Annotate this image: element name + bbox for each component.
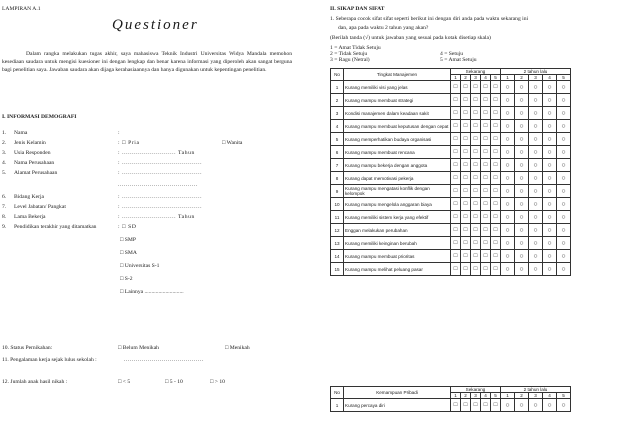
field-number: 2.	[2, 140, 7, 146]
radio-future[interactable]: ○	[529, 237, 543, 250]
checkbox-now[interactable]: □	[461, 237, 471, 250]
checkbox-now[interactable]: □	[481, 146, 491, 159]
radio-future[interactable]: ○	[501, 146, 515, 159]
field-label: Alamat Perusahaan	[14, 170, 58, 176]
scale-number: 5	[557, 393, 571, 399]
col-future-header: 2 tahun lalu	[501, 69, 571, 75]
scale-number: 5	[491, 75, 501, 81]
radio-future[interactable]: ○	[501, 211, 515, 224]
field-number: 7.	[2, 204, 7, 210]
radio-future[interactable]: ○	[543, 250, 557, 263]
row-number: 2	[331, 94, 344, 107]
radio-future[interactable]: ○	[543, 94, 557, 107]
scale-2: 2 = Tidak Setuju	[330, 51, 368, 57]
checkbox-now[interactable]: □	[471, 172, 481, 185]
children-option-1[interactable]: □ < 5	[118, 379, 131, 385]
row-number: 13	[331, 237, 344, 250]
field-value[interactable]: : ........................... Tahun	[118, 150, 195, 156]
radio-future[interactable]: ○	[529, 211, 543, 224]
checkbox-now[interactable]: □	[491, 224, 501, 237]
field-number: 8.	[2, 214, 7, 220]
radio-future[interactable]: ○	[557, 94, 571, 107]
checkbox-now[interactable]: □	[451, 94, 461, 107]
checkbox-now[interactable]: □	[451, 120, 461, 133]
field-number: 6.	[2, 194, 7, 200]
radio-future[interactable]: ○	[557, 211, 571, 224]
checkbox-now[interactable]: □	[461, 198, 471, 211]
field-value[interactable]: : □ SD	[118, 224, 137, 230]
radio-future[interactable]: ○	[529, 94, 543, 107]
table-row	[331, 172, 571, 185]
radio-future[interactable]: ○	[543, 263, 557, 276]
checkbox-now[interactable]: □	[461, 81, 471, 94]
checkbox-now[interactable]: □	[461, 159, 471, 172]
scale-number: 1	[501, 75, 515, 81]
row-item: Kurang mampu mengelola anggaran biaya	[344, 198, 451, 211]
experience-label: 11. Pengalaman kerja sejak lulus sekolah :	[2, 357, 97, 363]
row-item: Kurang mampu membuat rencana	[344, 146, 451, 159]
checkbox-now[interactable]: □	[451, 81, 461, 94]
field-value[interactable]: :	[118, 130, 121, 136]
checkbox-now[interactable]: □	[491, 399, 501, 412]
table-row	[331, 133, 571, 146]
checkbox-now[interactable]: □	[491, 94, 501, 107]
table-row	[331, 146, 571, 159]
checkbox-now[interactable]: □	[471, 120, 481, 133]
col-no-header: No	[331, 387, 344, 399]
radio-future[interactable]: ○	[501, 198, 515, 211]
checkbox-now[interactable]: □	[481, 250, 491, 263]
radio-future[interactable]: ○	[557, 185, 571, 198]
radio-future[interactable]: ○	[529, 172, 543, 185]
checkbox-now[interactable]: □	[491, 198, 501, 211]
scale-number: 4	[481, 393, 491, 399]
field-label: Jenis Kelamin	[14, 140, 46, 146]
checkbox-now[interactable]: □	[481, 399, 491, 412]
checkbox-now[interactable]: □	[471, 185, 481, 198]
radio-future[interactable]: ○	[529, 159, 543, 172]
education-option[interactable]: □ SMP	[120, 237, 136, 243]
radio-future[interactable]: ○	[529, 81, 543, 94]
table-row	[331, 250, 571, 263]
row-item: Kurang mampu membuat keputusan dengan cepat	[344, 120, 451, 133]
field-value[interactable]: : ........................................	[118, 170, 203, 176]
field-number: 1.	[2, 130, 7, 136]
table-row	[331, 120, 571, 133]
col-item-header: Kemampuan Pribadi	[344, 387, 451, 399]
field-value[interactable]: : □ Pria	[118, 140, 140, 146]
radio-future[interactable]: ○	[557, 81, 571, 94]
table-row	[331, 198, 571, 211]
field-value[interactable]: : ........................... Tahun	[118, 214, 195, 220]
checkbox-now[interactable]: □	[471, 211, 481, 224]
row-item: Kondisi manajemen dalam keadaan sakit	[344, 107, 451, 120]
row-item: Kurang memperhatikan budaya organisasi	[344, 133, 451, 146]
radio-future[interactable]: ○	[515, 94, 529, 107]
col-future-header: 2 tahun lalu	[501, 387, 571, 393]
checkbox-now[interactable]: □	[471, 263, 481, 276]
checkbox-now[interactable]: □	[481, 224, 491, 237]
question-intro: 1. Seberapa cocok sifat sifat seperti berikut ini dengan diri anda pada waktu sekarang ini	[330, 16, 529, 22]
checkbox-now[interactable]: □	[461, 146, 471, 159]
radio-future[interactable]: ○	[557, 399, 571, 412]
checkbox-now[interactable]: □	[461, 107, 471, 120]
checkbox-now[interactable]: □	[491, 237, 501, 250]
checkbox-now[interactable]: □	[471, 81, 481, 94]
table-row	[331, 185, 571, 198]
radio-future[interactable]: ○	[557, 133, 571, 146]
radio-future[interactable]: ○	[501, 159, 515, 172]
checkbox-now[interactable]: □	[491, 81, 501, 94]
checkbox-now[interactable]: □	[461, 399, 471, 412]
radio-future[interactable]: ○	[515, 172, 529, 185]
education-option[interactable]: □ Universitas S-1	[120, 263, 160, 269]
scale-number: 2	[515, 393, 529, 399]
checkbox-now[interactable]: □	[491, 263, 501, 276]
checkbox-now[interactable]: □	[451, 263, 461, 276]
row-number: 6	[331, 146, 344, 159]
radio-future[interactable]: ○	[515, 133, 529, 146]
checkbox-now[interactable]: □	[451, 211, 461, 224]
radio-future[interactable]: ○	[543, 146, 557, 159]
field-label: Pendidikan terakhir yang ditamatkan	[14, 224, 97, 230]
field-extra-option[interactable]: □ Wanita	[222, 140, 243, 146]
education-option[interactable]: □ S-2	[120, 276, 133, 282]
row-number: 15	[331, 263, 344, 276]
checkbox-now[interactable]: □	[451, 107, 461, 120]
scale-number: 5	[491, 393, 501, 399]
checkbox-now[interactable]: □	[471, 250, 481, 263]
checkbox-now[interactable]: □	[481, 159, 491, 172]
radio-future[interactable]: ○	[515, 146, 529, 159]
table-row	[331, 263, 571, 276]
radio-future[interactable]: ○	[515, 224, 529, 237]
radio-future[interactable]: ○	[543, 399, 557, 412]
radio-future[interactable]: ○	[501, 94, 515, 107]
radio-future[interactable]: ○	[515, 263, 529, 276]
checkbox-now[interactable]: □	[491, 133, 501, 146]
radio-future[interactable]: ○	[501, 107, 515, 120]
row-item: Kurang mampu membuat strategi	[344, 94, 451, 107]
checkbox-now[interactable]: □	[481, 263, 491, 276]
row-number: 10	[331, 198, 344, 211]
field-value[interactable]: ........................................	[118, 182, 198, 188]
scale-number: 1	[501, 393, 515, 399]
table-row	[331, 159, 571, 172]
left-page	[0, 0, 300, 444]
intro-paragraph: Dalam rangka melakukan tugas akhir, saya mahasiswa Teknik Industri Universitas Widya Mandala memohon kesediaan saudara untuk mengisi kuesioner ini dengan lengkap dan benar karena informasi yang diperoleh akan sangat berguna bagi penelitian saya. Jawaban saudara akan dijaga kerahasiaannya dan hanya digunakan untuk kepentingan penelitian.	[2, 51, 292, 73]
scale-number: 3	[471, 393, 481, 399]
row-item: Kurang mampu bekerja dengan anggota	[344, 159, 451, 172]
row-item: Enggan melakukan perubahan	[344, 224, 451, 237]
scale-number: 3	[529, 75, 543, 81]
field-number: 5.	[2, 170, 7, 176]
scale-number: 4	[543, 75, 557, 81]
row-number: 9	[331, 185, 344, 198]
field-label: Level Jabatan/ Pangkat	[14, 204, 66, 210]
radio-future[interactable]: ○	[501, 237, 515, 250]
table-row	[331, 211, 571, 224]
radio-future[interactable]: ○	[557, 224, 571, 237]
col-no-header: No	[331, 69, 344, 81]
checkbox-now[interactable]: □	[481, 107, 491, 120]
checkbox-now[interactable]: □	[481, 133, 491, 146]
field-number: 9.	[2, 224, 7, 230]
radio-future[interactable]: ○	[501, 263, 515, 276]
radio-future[interactable]: ○	[501, 224, 515, 237]
radio-future[interactable]: ○	[501, 133, 515, 146]
radio-future[interactable]: ○	[557, 198, 571, 211]
scale-5: 5 = Amat Setuju	[440, 57, 477, 63]
radio-future[interactable]: ○	[543, 107, 557, 120]
checkbox-now[interactable]: □	[451, 237, 461, 250]
checkbox-now[interactable]: □	[461, 211, 471, 224]
children-label: 12. Jumlah anak hasil nikah :	[2, 379, 68, 385]
row-number: 8	[331, 172, 344, 185]
checkbox-now[interactable]: □	[461, 133, 471, 146]
row-item: Kurang mampu melihat peluang pasar	[344, 263, 451, 276]
row-item: Kurang dapat memotivasi pekerja	[344, 172, 451, 185]
radio-future[interactable]: ○	[557, 159, 571, 172]
appendix-header: LAMPIRAN A.1	[2, 6, 41, 12]
field-label: Nama Perusahaan	[14, 160, 55, 166]
row-item: Kurang memiliki sistem kerja yang efektif	[344, 211, 451, 224]
table-row	[331, 237, 571, 250]
children-option-3[interactable]: □ > 10	[210, 379, 225, 385]
radio-future[interactable]: ○	[529, 146, 543, 159]
section-attitude: II. SIKAP DAN SIFAT	[330, 6, 385, 12]
scale-number: 5	[557, 75, 571, 81]
radio-future[interactable]: ○	[543, 81, 557, 94]
checkbox-now[interactable]: □	[471, 94, 481, 107]
section-demographic: I. INFORMASI DEMOGRAFI	[2, 114, 77, 120]
radio-future[interactable]: ○	[557, 146, 571, 159]
radio-future[interactable]: ○	[543, 211, 557, 224]
radio-future[interactable]: ○	[501, 120, 515, 133]
checkbox-now[interactable]: □	[471, 133, 481, 146]
radio-future[interactable]: ○	[515, 250, 529, 263]
radio-future[interactable]: ○	[515, 81, 529, 94]
checkbox-now[interactable]: □	[471, 107, 481, 120]
checkbox-now[interactable]: □	[451, 224, 461, 237]
checkbox-now[interactable]: □	[451, 399, 461, 412]
checkbox-now[interactable]: □	[481, 81, 491, 94]
personal-table	[330, 386, 571, 412]
checkbox-now[interactable]: □	[471, 159, 481, 172]
col-item-header: Tingkat Manajemen	[344, 69, 451, 81]
checkbox-now[interactable]: □	[451, 159, 461, 172]
radio-future[interactable]: ○	[557, 237, 571, 250]
checkbox-now[interactable]: □	[481, 172, 491, 185]
checkbox-now[interactable]: □	[481, 94, 491, 107]
scale-3: 3 = Ragu (Netral)	[330, 57, 370, 63]
checkbox-now[interactable]: □	[451, 133, 461, 146]
checkbox-now[interactable]: □	[481, 237, 491, 250]
checkbox-now[interactable]: □	[491, 146, 501, 159]
radio-future[interactable]: ○	[529, 250, 543, 263]
checkbox-now[interactable]: □	[461, 224, 471, 237]
radio-future[interactable]: ○	[515, 198, 529, 211]
radio-future[interactable]: ○	[557, 120, 571, 133]
scale-number: 3	[529, 393, 543, 399]
checkbox-now[interactable]: □	[461, 250, 471, 263]
radio-future[interactable]: ○	[543, 224, 557, 237]
scale-1: 1 = Amat Tidak Setuju	[330, 45, 381, 51]
checkbox-now[interactable]: □	[481, 198, 491, 211]
radio-future[interactable]: ○	[529, 224, 543, 237]
row-number: 14	[331, 250, 344, 263]
field-number: 4.	[2, 160, 7, 166]
checkbox-now[interactable]: □	[491, 211, 501, 224]
field-label: Usia Responden	[14, 150, 51, 156]
checkbox-now[interactable]: □	[491, 185, 501, 198]
education-option[interactable]: □ SMA	[120, 250, 137, 256]
table-row	[331, 399, 571, 412]
radio-future[interactable]: ○	[529, 107, 543, 120]
radio-future[interactable]: ○	[515, 185, 529, 198]
children-option-2[interactable]: □ 5 - 10	[165, 379, 183, 385]
management-table	[330, 68, 571, 276]
row-number: 1	[331, 81, 344, 94]
radio-future[interactable]: ○	[543, 237, 557, 250]
page-title: Questioner	[112, 17, 199, 33]
row-number: 1	[331, 399, 344, 412]
radio-future[interactable]: ○	[529, 133, 543, 146]
checkbox-now[interactable]: □	[461, 263, 471, 276]
instruction: (Berilah tanda (√) untuk jawaban yang sesuai pada kotak disetiap skala)	[330, 35, 491, 41]
marital-label: 10. Status Pernikahan:	[2, 345, 53, 351]
field-value[interactable]: : ........................................	[118, 204, 203, 210]
field-label: Bidang Kerja	[14, 194, 44, 200]
checkbox-now[interactable]: □	[481, 211, 491, 224]
row-number: 7	[331, 159, 344, 172]
radio-future[interactable]: ○	[557, 263, 571, 276]
radio-future[interactable]: ○	[515, 120, 529, 133]
checkbox-now[interactable]: □	[451, 146, 461, 159]
scale-number: 2	[461, 75, 471, 81]
field-value[interactable]: : ........................................	[118, 194, 203, 200]
radio-future[interactable]: ○	[543, 133, 557, 146]
radio-future[interactable]: ○	[501, 185, 515, 198]
checkbox-now[interactable]: □	[461, 94, 471, 107]
table-row	[331, 94, 571, 107]
scale-number: 2	[461, 393, 471, 399]
radio-future[interactable]: ○	[529, 263, 543, 276]
field-label: Lama Bekerja	[14, 214, 46, 220]
radio-future[interactable]: ○	[529, 120, 543, 133]
radio-future[interactable]: ○	[557, 172, 571, 185]
row-number: 12	[331, 224, 344, 237]
radio-future[interactable]: ○	[529, 399, 543, 412]
row-item: Kurang mampu mengatasi konflik dengan kelompok	[344, 185, 451, 198]
radio-future[interactable]: ○	[529, 185, 543, 198]
table-row	[331, 107, 571, 120]
scale-number: 3	[471, 75, 481, 81]
checkbox-now[interactable]: □	[451, 250, 461, 263]
field-number: 3.	[2, 150, 7, 156]
row-number: 3	[331, 107, 344, 120]
checkbox-now[interactable]: □	[491, 172, 501, 185]
scale-number: 4	[481, 75, 491, 81]
scale-number: 1	[451, 393, 461, 399]
checkbox-now[interactable]: □	[491, 107, 501, 120]
radio-future[interactable]: ○	[543, 198, 557, 211]
radio-future[interactable]: ○	[529, 198, 543, 211]
checkbox-now[interactable]: □	[481, 120, 491, 133]
radio-future[interactable]: ○	[515, 211, 529, 224]
radio-future[interactable]: ○	[543, 159, 557, 172]
radio-future[interactable]: ○	[501, 399, 515, 412]
marital-option-married[interactable]: □ Menikah	[225, 345, 250, 351]
education-option[interactable]: □ Lainnya ............................	[120, 289, 184, 295]
radio-future[interactable]: ○	[543, 120, 557, 133]
checkbox-now[interactable]: □	[451, 172, 461, 185]
checkbox-now[interactable]: □	[451, 198, 461, 211]
checkbox-now[interactable]: □	[451, 185, 461, 198]
radio-future[interactable]: ○	[501, 250, 515, 263]
table-row	[331, 224, 571, 237]
scale-4: 4 = Setuju	[440, 51, 464, 57]
checkbox-now[interactable]: □	[471, 224, 481, 237]
field-value[interactable]: : ........................................	[118, 160, 203, 166]
checkbox-now[interactable]: □	[461, 185, 471, 198]
scale-number: 2	[515, 75, 529, 81]
radio-future[interactable]: ○	[501, 81, 515, 94]
row-number: 11	[331, 211, 344, 224]
radio-future[interactable]: ○	[515, 399, 529, 412]
checkbox-now[interactable]: □	[491, 120, 501, 133]
row-number: 4	[331, 120, 344, 133]
checkbox-now[interactable]: □	[471, 198, 481, 211]
row-item: Kurang memiliki keinginan berubah	[344, 237, 451, 250]
radio-future[interactable]: ○	[515, 237, 529, 250]
radio-future[interactable]: ○	[557, 250, 571, 263]
checkbox-now[interactable]: □	[491, 159, 501, 172]
row-item: Kurang percaya diri	[344, 399, 451, 412]
checkbox-now[interactable]: □	[471, 146, 481, 159]
experience-value[interactable]: ........................................	[124, 357, 204, 363]
checkbox-now[interactable]: □	[461, 172, 471, 185]
marital-option-single[interactable]: □ Belum Menikah	[118, 345, 159, 351]
checkbox-now[interactable]: □	[461, 120, 471, 133]
scale-number: 4	[543, 393, 557, 399]
radio-future[interactable]: ○	[543, 172, 557, 185]
checkbox-now[interactable]: □	[481, 185, 491, 198]
row-item: Kurang mampu membuat prioritas	[344, 250, 451, 263]
table-row	[331, 81, 571, 94]
checkbox-now[interactable]: □	[471, 237, 481, 250]
radio-future[interactable]: ○	[515, 159, 529, 172]
col-now-header: Sekarang	[451, 387, 501, 393]
checkbox-now[interactable]: □	[491, 250, 501, 263]
scale-number: 1	[451, 75, 461, 81]
checkbox-now[interactable]: □	[471, 399, 481, 412]
row-item: Kurang memiliki visi yang jelas	[344, 81, 451, 94]
radio-future[interactable]: ○	[557, 107, 571, 120]
right-page	[328, 0, 634, 444]
question-intro-cont: dan, apa pada waktu 2 tahun yang akan?	[338, 25, 429, 31]
field-label: Nama	[14, 130, 28, 136]
col-now-header: Sekarang	[451, 69, 501, 75]
radio-future[interactable]: ○	[501, 172, 515, 185]
radio-future[interactable]: ○	[543, 185, 557, 198]
row-number: 5	[331, 133, 344, 146]
radio-future[interactable]: ○	[515, 107, 529, 120]
